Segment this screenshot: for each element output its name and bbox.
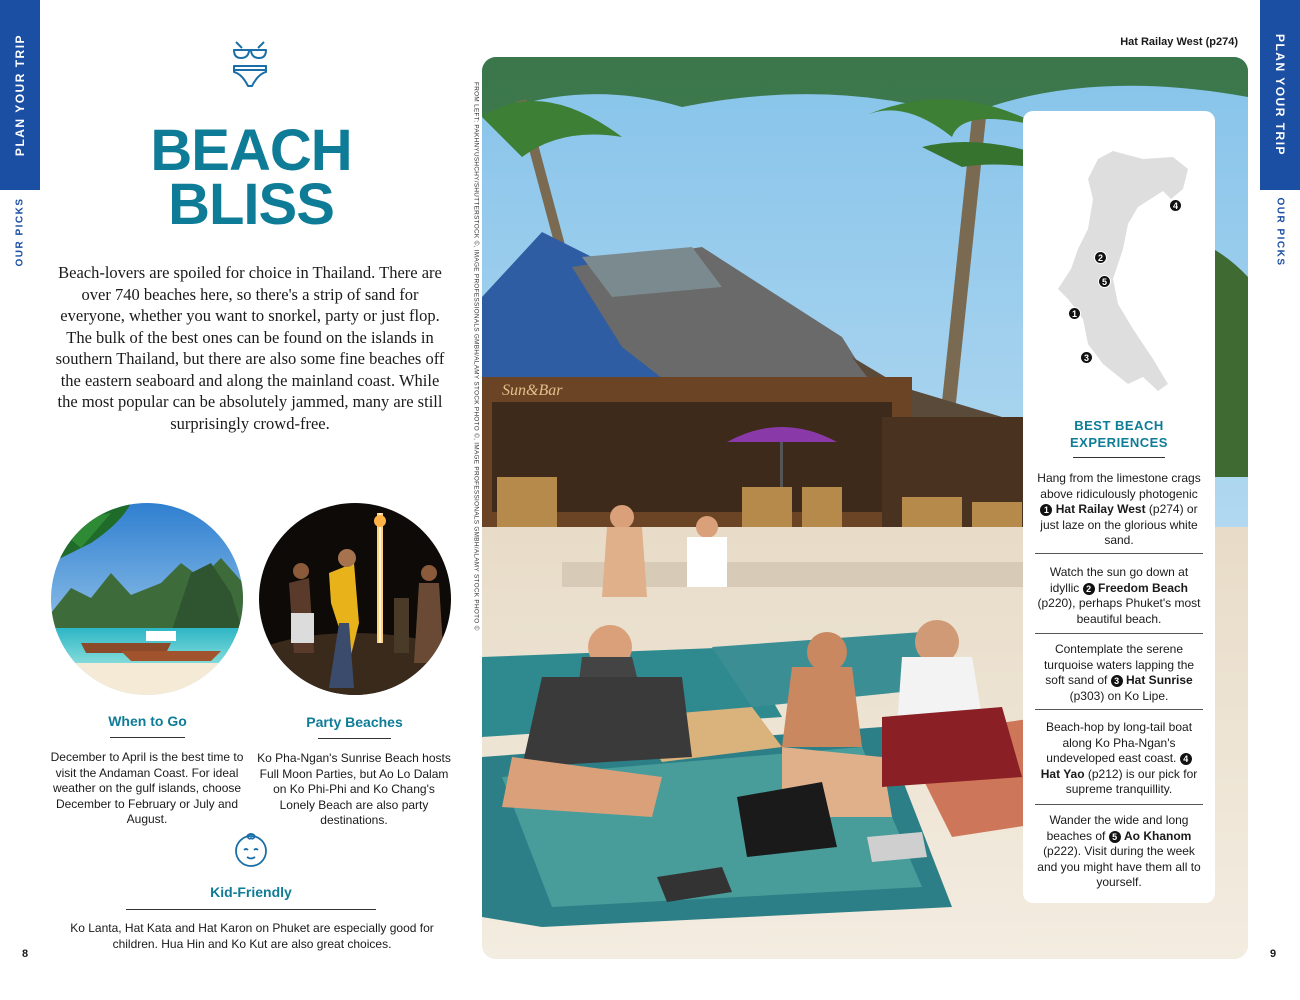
map-shape	[1043, 129, 1193, 399]
when-to-go-text: December to April is the best time to visit the Andaman Coast. For ideal weather on the gulf islands, choose December to February or July and August.	[50, 750, 244, 826]
experience-name: Hat Sunrise	[1126, 673, 1193, 687]
experience-number: 4	[1180, 753, 1192, 765]
panel-title-line-2: EXPERIENCES	[1070, 435, 1168, 450]
best-beach-experiences-panel	[1023, 111, 1215, 903]
page-number-left: 8	[22, 948, 29, 960]
bar-sign: Sun&Bar	[502, 382, 563, 399]
experience-number: 3	[1111, 675, 1123, 687]
party-beaches-heading: Party Beaches	[306, 714, 403, 730]
experience-number: 2	[1083, 583, 1095, 595]
party-beaches-rule	[318, 738, 391, 739]
side-tab-right	[1260, 0, 1300, 190]
title-line-2: BLISS	[168, 172, 334, 237]
map-pin-1: 1	[1068, 307, 1081, 320]
photo-credit	[471, 82, 481, 642]
experience-text-post: (p212) is our pick for supreme tranquillity.	[1065, 766, 1198, 796]
experience-text-post: (p220), perhaps Phuket's most beautiful beach.	[1037, 596, 1201, 626]
side-tab-label: PLAN YOUR TRIP	[13, 33, 27, 157]
map-pin-3: 3	[1080, 351, 1093, 364]
side-tab-label: PLAN YOUR TRIP	[1273, 33, 1287, 157]
side-subtab-left	[0, 197, 40, 267]
side-subtab-right	[1260, 197, 1300, 267]
kid-friendly-rule	[126, 909, 376, 910]
panel-title-rule	[1073, 457, 1165, 458]
experience-text-pre: Hang from the limestone crags above ridiculously photogenic	[1037, 471, 1201, 501]
experience-item-4	[1035, 720, 1203, 798]
experience-text-pre: Watch the sun go down at idyllic	[1049, 565, 1189, 595]
experience-text-pre: Wander the wide and long beaches of	[1046, 813, 1189, 843]
experience-item-5	[1035, 813, 1203, 891]
experience-name: Freedom Beach	[1097, 580, 1189, 595]
kid-friendly-text: Ko Lanta, Hat Kata and Hat Karon on Phuket are especially good for children. Hua Hin and Ko Kut are also great choices.	[70, 921, 434, 951]
experience-separator	[1035, 553, 1203, 554]
experience-item-2	[1035, 565, 1203, 627]
map-pin-5: 5	[1098, 275, 1111, 288]
baby-face-icon	[232, 830, 270, 868]
experience-item-3	[1035, 642, 1203, 704]
panel-title-line-1: BEST BEACH	[1074, 418, 1164, 433]
photo-credit-text: FROM LEFT: PAKHNYUSHCHY/SHUTTERSTOCK ©, IMAGE PROFESSIONALS GMBH/ALAMY STOCK PHOTO ©, IMAGE PROFESSIONALS GMBH/ALAMY STOCK PHOTO ©	[472, 82, 480, 631]
side-tab-left	[0, 0, 40, 190]
side-subtab-label: OUR PICKS	[14, 197, 26, 267]
thailand-south-map	[1043, 129, 1193, 399]
page-number-right: 9	[1270, 948, 1277, 960]
experience-text-pre: Beach-hop by long-tail boat along Ko Pha-Ngan's undeveloped east coast.	[1045, 720, 1193, 765]
kid-friendly-heading: Kid-Friendly	[210, 884, 292, 900]
swimsuit-icon	[230, 38, 270, 90]
experience-text-post: (p303) on Ko Lipe.	[1069, 688, 1169, 703]
experience-text-post: (p274) or just laze on the glorious white sand.	[1040, 502, 1198, 547]
photo-fire-dancer	[259, 503, 451, 695]
map-pin-2: 2	[1094, 251, 1107, 264]
when-to-go-heading: When to Go	[108, 713, 187, 729]
experience-number: 1	[1040, 504, 1052, 516]
side-subtab-label: OUR PICKS	[1274, 197, 1286, 267]
photo-tropical-bay	[51, 503, 243, 695]
experience-name: Hat Railay West	[1055, 502, 1146, 516]
photo-caption: Hat Railay West (p274)	[1120, 36, 1238, 48]
experience-number: 5	[1109, 831, 1121, 843]
experience-separator	[1035, 804, 1203, 805]
experience-separator	[1035, 633, 1203, 634]
when-to-go-rule	[110, 737, 185, 738]
party-beaches-text: Ko Pha-Ngan's Sunrise Beach hosts Full Moon Parties, but Ao Lo Dalam on Ko Phi-Phi and Ko Chang's Lonely Beach are also party destinations.	[257, 751, 451, 827]
experience-name: Ao Khanom	[1124, 828, 1192, 843]
experience-text-post: (p222). Visit during the week and you might have them all to yourself.	[1037, 844, 1201, 889]
panel-title	[1023, 417, 1215, 451]
experience-name: Hat Yao	[1040, 766, 1085, 781]
intro-paragraph: Beach-lovers are spoiled for choice in Thailand. There are over 740 beaches here, so there's a strip of sand for everyone, whether you want to snorkel, party or just flop. The bulk of the best ones can be found on the islands in southern Thailand, but there are also some fine beaches off the eastern seaboard and along the mainland coast. While the most popular can be absolutely jammed, many are still surprisingly crowd-free.	[55, 263, 445, 433]
page-title	[60, 118, 442, 237]
experience-separator	[1035, 709, 1203, 710]
experience-text-pre: Contemplate the serene turquoise waters lapping the soft sand of	[1043, 642, 1195, 687]
map-pin-4: 4	[1169, 199, 1182, 212]
experience-item-1	[1035, 471, 1203, 549]
title-line-1: BEACH	[150, 118, 352, 183]
